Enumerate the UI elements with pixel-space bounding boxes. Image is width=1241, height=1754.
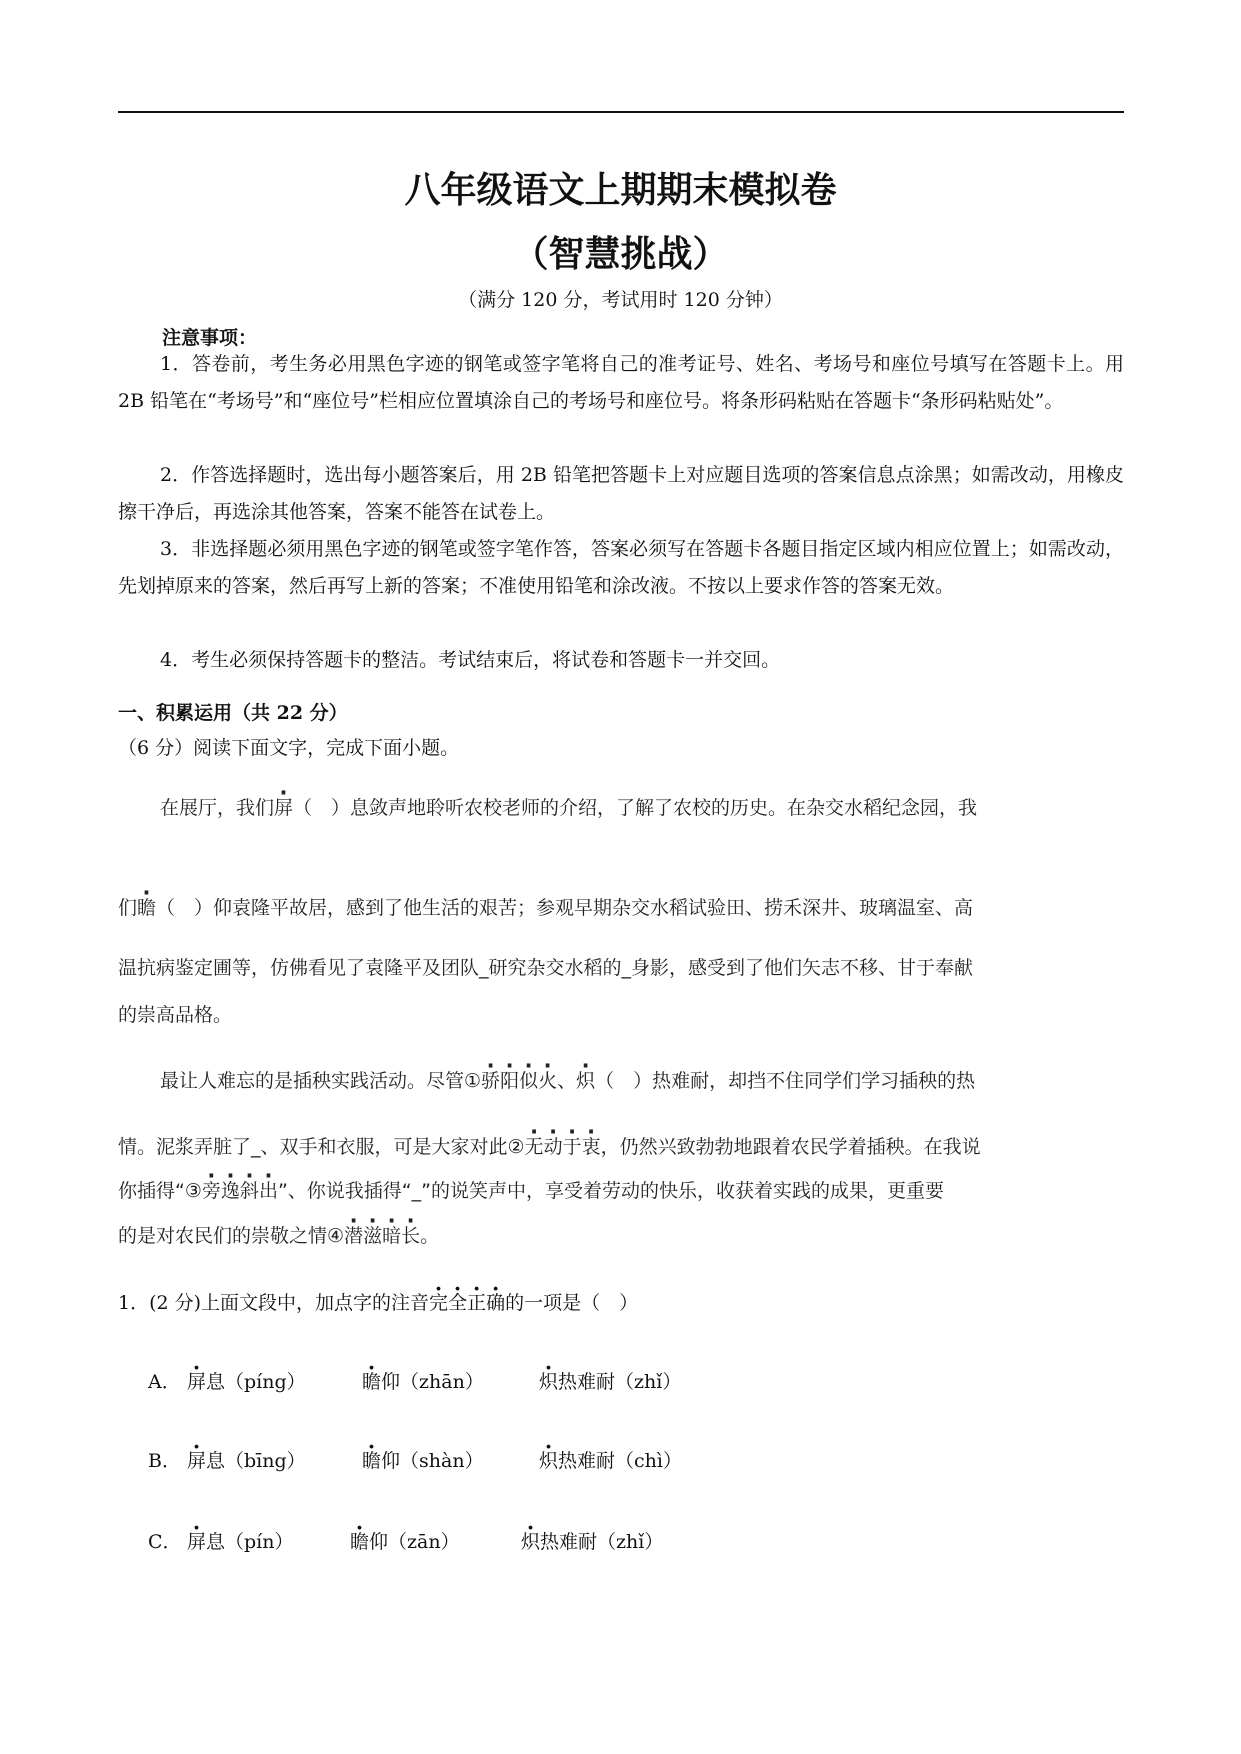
option-b-word-3: 炽热难耐（chì） (539, 1450, 682, 1472)
question-1-stem: 1．(2 分)上面文段中，加点字的注音完全正确的一项是（ ） (118, 1292, 639, 1314)
dotted-char: 瞻 (137, 897, 157, 919)
passage-line-6: 情。泥浆弄脏了_、双手和衣服，可是大家对此②无动于衷，仍然兴致勃勃地跟着农民学着插秧。在我说 (118, 1136, 981, 1158)
passage-line-5: 最让人难忘的是插秧实践活动。尽管①骄阳似火、炽（ ）热难耐，却挡不住同学们学习插秧的热 (160, 1070, 976, 1092)
option-a-word-2: 瞻仰（zhān） (362, 1371, 484, 1393)
option-c-word-1: 屏息（pín） (187, 1531, 294, 1553)
option-b-word-2: 瞻仰（shàn） (362, 1450, 484, 1472)
exam-meta: （满分 120 分，考试用时 120 分钟） (458, 289, 783, 311)
passage-line-8: 的是对农民们的崇敬之情④潜滋暗长。 (118, 1225, 440, 1247)
passage-line-2: 们瞻（ ）仰袁隆平故居，感到了他生活的艰苦；参观早期杂交水稻试验田、捞禾深井、玻璃温室、高 (118, 897, 974, 919)
passage-line-7: 你插得“③旁逸斜出”、你说我插得“_”的说笑声中，享受着劳动的快乐，收获着实践的成果，更重要 (118, 1180, 944, 1202)
passage-line-3: 温抗病鉴定圃等，仿佛看见了袁隆平及团队_研究杂交水稻的_身影，感受到了他们矢志不移、甘于奉献 (118, 957, 974, 979)
option-b-letter[interactable]: B． (148, 1450, 181, 1472)
option-c-word-3: 炽热难耐（zhǐ） (521, 1531, 664, 1553)
option-b-word-1: 屏息（bīng） (187, 1450, 306, 1472)
notice-item-3: 3．非选择题必须用黑色字迹的钢笔或签字笔作答，答案必须写在答题卡各题目指定区域内相应位置上；如需改动，先划掉原来的答案，然后再写上新的答案；不准使用铅笔和涂改液。不按以上要求作答的答案无效。 (118, 538, 1124, 597)
notice-item-2: 2．作答选择题时，选出每小题答案后，用 2B 铅笔把答题卡上对应题目选项的答案信息点涂黑；如需改动，用橡皮擦干净后，再选涂其他答案，答案不能答在试卷上。 (118, 464, 1124, 523)
dotted-char: 屏 (274, 797, 294, 819)
option-a-word-3: 炽热难耐（zhǐ） (539, 1371, 682, 1393)
page-title: 八年级语文上期期末模拟卷 (404, 169, 837, 211)
passage-line-1: 在展厅，我们屏（ ）息敛声地聆听农校老师的介绍，了解了农校的历史。在杂交水稻纪念园，我 (160, 797, 978, 819)
notice-item-1: 1．答卷前，考生务必用黑色字迹的钢笔或签字笔将自己的准考证号、姓名、考场号和座位号填写在答题卡上。用 2B 铅笔在“考场号”和“座位号”栏相应位置填涂自己的考场号和座位号。将条形码粘贴在答题卡“条形码粘贴处”。 (118, 353, 1124, 412)
header-rule (118, 111, 1124, 113)
option-c-word-2: 瞻仰（zān） (350, 1531, 460, 1553)
passage-line-4: 的崇高品格。 (118, 1004, 233, 1026)
notice-heading: 注意事项： (162, 327, 258, 349)
page-subtitle: （智慧挑战） (512, 233, 729, 275)
option-a-letter[interactable]: A． (148, 1371, 181, 1393)
option-c-letter[interactable]: C． (148, 1531, 182, 1553)
section-intro: （6 分）阅读下面文字，完成下面小题。 (118, 737, 460, 759)
notice-item-4: 4．考生必须保持答题卡的整洁。考试结束后，将试卷和答题卡一并交回。 (160, 649, 781, 671)
option-a-word-1: 屏息（píng） (187, 1371, 306, 1393)
section-heading: 一、积累运用（共 22 分） (118, 702, 348, 724)
